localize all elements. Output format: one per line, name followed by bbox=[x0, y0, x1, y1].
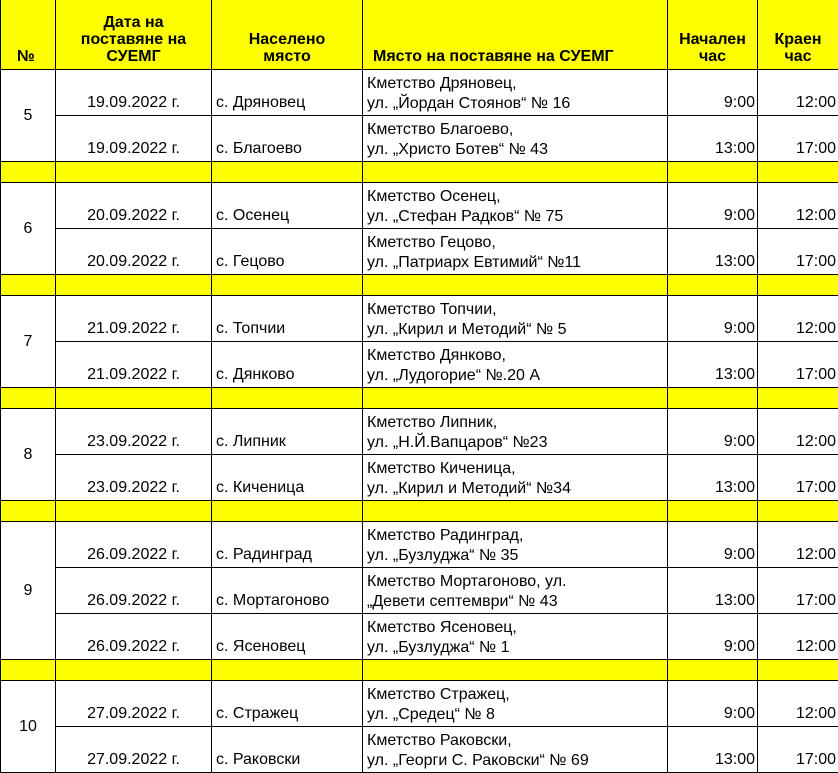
address-line: Кметство Осенец, bbox=[367, 187, 667, 207]
table-row bbox=[1, 342, 838, 388]
end-time-cell: 12:00 bbox=[758, 296, 838, 342]
start-time-cell: 9:00 bbox=[668, 183, 758, 229]
separator-row bbox=[1, 388, 838, 409]
end-time-cell: 17:00 bbox=[758, 229, 838, 275]
village-cell: с. Дряновец bbox=[212, 70, 363, 116]
address-line: „Девети септември“ № 43 bbox=[367, 592, 667, 612]
address-cell bbox=[363, 455, 668, 501]
address-line: Кметство Дряновец, bbox=[367, 74, 667, 94]
separator-cell bbox=[758, 660, 838, 681]
address-line: ул. „Бузлуджа“ № 1 bbox=[367, 638, 667, 658]
address-cell bbox=[363, 296, 668, 342]
row-number: 8 bbox=[1, 409, 56, 501]
header-date bbox=[56, 0, 212, 70]
village-cell: с. Раковски bbox=[212, 727, 363, 773]
header-village bbox=[212, 0, 363, 70]
address-cell bbox=[363, 614, 668, 660]
address-line: ул. „Георги С. Раковски“ № 69 bbox=[367, 751, 667, 771]
address-cell bbox=[363, 342, 668, 388]
header-start-line: час bbox=[668, 48, 757, 65]
address-line: Кметство Раковски, bbox=[367, 731, 667, 751]
separator-cell bbox=[758, 162, 838, 183]
date-cell: 21.09.2022 г. bbox=[56, 342, 212, 388]
table-body bbox=[1, 70, 838, 773]
start-time-cell: 9:00 bbox=[668, 409, 758, 455]
header-end-line: час bbox=[758, 48, 838, 65]
separator-cell bbox=[363, 162, 668, 183]
separator-cell bbox=[212, 660, 363, 681]
village-cell: с. Дянково bbox=[212, 342, 363, 388]
header-start bbox=[668, 0, 758, 70]
end-time-cell: 17:00 bbox=[758, 727, 838, 773]
separator-cell bbox=[1, 275, 56, 296]
row-number: 5 bbox=[1, 70, 56, 162]
date-cell: 26.09.2022 г. bbox=[56, 522, 212, 568]
start-time-cell: 9:00 bbox=[668, 522, 758, 568]
address-line: ул. „Йордан Стоянов“ № 16 bbox=[367, 94, 667, 114]
separator-row bbox=[1, 275, 838, 296]
address-line: ул. „Патриарх Евтимий“ №11 bbox=[367, 253, 667, 273]
village-cell: с. Мортагоново bbox=[212, 568, 363, 614]
end-time-cell: 17:00 bbox=[758, 455, 838, 501]
start-time-cell: 9:00 bbox=[668, 296, 758, 342]
separator-cell bbox=[212, 388, 363, 409]
address-line: Кметство Топчии, bbox=[367, 300, 667, 320]
separator-cell bbox=[363, 275, 668, 296]
header-date-line: СУЕМГ bbox=[56, 48, 211, 65]
date-cell: 27.09.2022 г. bbox=[56, 681, 212, 727]
separator-cell bbox=[363, 501, 668, 522]
separator-cell bbox=[56, 162, 212, 183]
start-time-cell: 9:00 bbox=[668, 614, 758, 660]
separator-cell bbox=[668, 660, 758, 681]
separator-cell bbox=[1, 162, 56, 183]
address-cell bbox=[363, 70, 668, 116]
address-line: Кметство Мортагоново, ул. bbox=[367, 572, 667, 592]
address-cell bbox=[363, 409, 668, 455]
address-line: ул. „Лудогорие“ №.20 А bbox=[367, 366, 667, 386]
separator-cell bbox=[668, 388, 758, 409]
header-end bbox=[758, 0, 838, 70]
table-row bbox=[1, 183, 838, 229]
address-line: Кметство Киченица, bbox=[367, 459, 667, 479]
table-row bbox=[1, 614, 838, 660]
separator-cell bbox=[1, 501, 56, 522]
village-cell: с. Топчии bbox=[212, 296, 363, 342]
address-line: ул. „Кирил и Методий“ № 5 bbox=[367, 320, 667, 340]
table-row bbox=[1, 522, 838, 568]
separator-cell bbox=[212, 275, 363, 296]
address-line: ул. „Н.Й.Вапцаров“ №23 bbox=[367, 433, 667, 453]
end-time-cell: 12:00 bbox=[758, 522, 838, 568]
end-time-cell: 12:00 bbox=[758, 409, 838, 455]
start-time-cell: 13:00 bbox=[668, 116, 758, 162]
address-cell bbox=[363, 229, 668, 275]
end-time-cell: 12:00 bbox=[758, 70, 838, 116]
separator-cell bbox=[1, 388, 56, 409]
header-date-line: Дата на bbox=[56, 14, 211, 31]
header-place bbox=[363, 0, 668, 70]
start-time-cell: 9:00 bbox=[668, 681, 758, 727]
village-cell: с. Стражец bbox=[212, 681, 363, 727]
row-number: 10 bbox=[1, 681, 56, 773]
table-row bbox=[1, 409, 838, 455]
date-cell: 20.09.2022 г. bbox=[56, 183, 212, 229]
village-cell: с. Осенец bbox=[212, 183, 363, 229]
header-village-line: място bbox=[212, 48, 362, 65]
address-line: Кметство Дянково, bbox=[367, 346, 667, 366]
header-start-line: Начален bbox=[668, 31, 757, 48]
date-cell: 19.09.2022 г. bbox=[56, 70, 212, 116]
separator-cell bbox=[668, 275, 758, 296]
separator-cell bbox=[56, 275, 212, 296]
village-cell: с. Радинград bbox=[212, 522, 363, 568]
separator-row bbox=[1, 660, 838, 681]
table-row bbox=[1, 681, 838, 727]
start-time-cell: 13:00 bbox=[668, 342, 758, 388]
separator-cell bbox=[758, 501, 838, 522]
date-cell: 26.09.2022 г. bbox=[56, 614, 212, 660]
start-time-cell: 13:00 bbox=[668, 455, 758, 501]
address-line: ул. „Средец“ № 8 bbox=[367, 705, 667, 725]
separator-cell bbox=[56, 501, 212, 522]
date-cell: 20.09.2022 г. bbox=[56, 229, 212, 275]
table-row bbox=[1, 116, 838, 162]
header-village-line: Населено bbox=[212, 31, 362, 48]
address-line: ул. „Кирил и Методий“ №34 bbox=[367, 479, 667, 499]
separator-row bbox=[1, 162, 838, 183]
separator-cell bbox=[758, 275, 838, 296]
address-cell bbox=[363, 568, 668, 614]
separator-row bbox=[1, 501, 838, 522]
village-cell: с. Липник bbox=[212, 409, 363, 455]
village-cell: с. Гецово bbox=[212, 229, 363, 275]
header-end-line: Краен bbox=[758, 31, 838, 48]
address-line: Кметство Липник, bbox=[367, 413, 667, 433]
date-cell: 19.09.2022 г. bbox=[56, 116, 212, 162]
date-cell: 23.09.2022 г. bbox=[56, 409, 212, 455]
start-time-cell: 13:00 bbox=[668, 229, 758, 275]
date-cell: 26.09.2022 г. bbox=[56, 568, 212, 614]
address-cell bbox=[363, 183, 668, 229]
header-place-label: Място на поставяне на СУЕМГ bbox=[363, 48, 667, 65]
village-cell: с. Ясеновец bbox=[212, 614, 363, 660]
date-cell: 21.09.2022 г. bbox=[56, 296, 212, 342]
separator-cell bbox=[363, 388, 668, 409]
separator-cell bbox=[1, 660, 56, 681]
separator-cell bbox=[212, 501, 363, 522]
row-number: 9 bbox=[1, 522, 56, 660]
table-row bbox=[1, 229, 838, 275]
end-time-cell: 12:00 bbox=[758, 614, 838, 660]
end-time-cell: 17:00 bbox=[758, 568, 838, 614]
start-time-cell: 13:00 bbox=[668, 727, 758, 773]
end-time-cell: 12:00 bbox=[758, 681, 838, 727]
end-time-cell: 12:00 bbox=[758, 183, 838, 229]
date-cell: 23.09.2022 г. bbox=[56, 455, 212, 501]
address-line: ул. „Христо Ботев“ № 43 bbox=[367, 140, 667, 160]
address-line: Кметство Гецово, bbox=[367, 233, 667, 253]
address-line: Кметство Радинград, bbox=[367, 526, 667, 546]
table-row bbox=[1, 296, 838, 342]
start-time-cell: 9:00 bbox=[668, 70, 758, 116]
village-cell: с. Благоево bbox=[212, 116, 363, 162]
address-cell bbox=[363, 116, 668, 162]
separator-cell bbox=[668, 162, 758, 183]
separator-cell bbox=[212, 162, 363, 183]
address-line: Кметство Ясеновец, bbox=[367, 618, 667, 638]
table-row bbox=[1, 455, 838, 501]
address-line: Кметство Благоево, bbox=[367, 120, 667, 140]
address-line: ул. „Бузлуджа“ № 35 bbox=[367, 546, 667, 566]
start-time-cell: 13:00 bbox=[668, 568, 758, 614]
table-row bbox=[1, 568, 838, 614]
row-number: 7 bbox=[1, 296, 56, 388]
end-time-cell: 17:00 bbox=[758, 116, 838, 162]
row-number: 6 bbox=[1, 183, 56, 275]
separator-cell bbox=[758, 388, 838, 409]
header-num: № bbox=[1, 0, 56, 70]
address-line: ул. „Стефан Радков“ № 75 bbox=[367, 207, 667, 227]
separator-cell bbox=[668, 501, 758, 522]
village-cell: с. Киченица bbox=[212, 455, 363, 501]
end-time-cell: 17:00 bbox=[758, 342, 838, 388]
separator-cell bbox=[56, 388, 212, 409]
table-row bbox=[1, 70, 838, 116]
separator-cell bbox=[56, 660, 212, 681]
address-line: Кметство Стражец, bbox=[367, 685, 667, 705]
address-cell bbox=[363, 681, 668, 727]
address-cell bbox=[363, 727, 668, 773]
date-cell: 27.09.2022 г. bbox=[56, 727, 212, 773]
address-cell bbox=[363, 522, 668, 568]
separator-cell bbox=[363, 660, 668, 681]
header-date-line: поставяне на bbox=[56, 31, 211, 48]
header-row bbox=[1, 0, 838, 70]
table-row bbox=[1, 727, 838, 773]
